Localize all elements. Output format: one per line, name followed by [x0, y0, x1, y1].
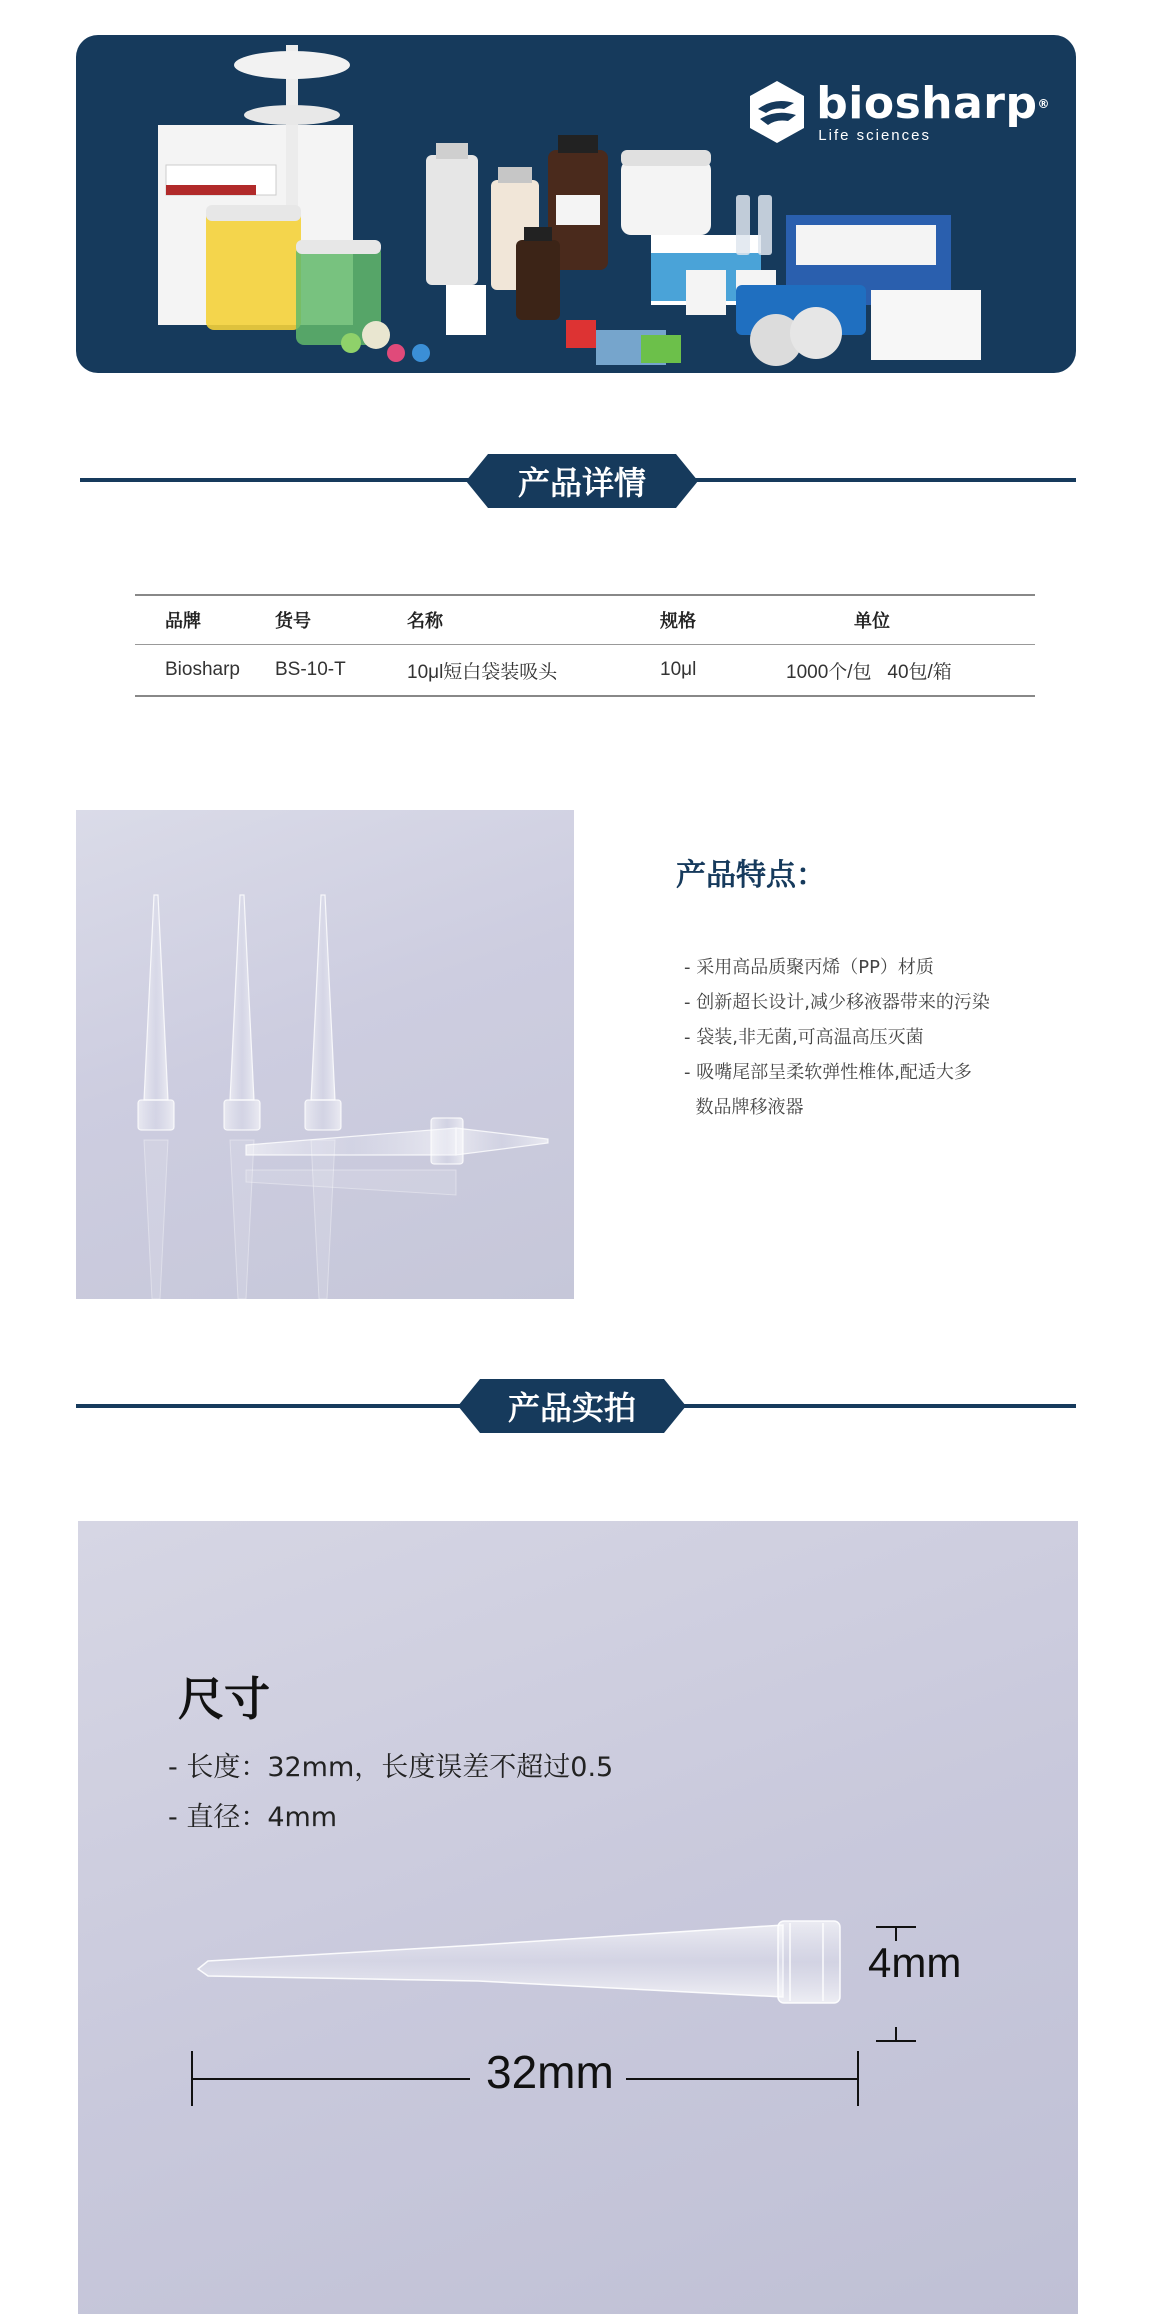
- biosharp-logo: [748, 79, 1050, 145]
- length-label: 32mm: [486, 2046, 614, 2098]
- header-name: 名称: [407, 611, 443, 632]
- pipette-tips-image: [76, 810, 574, 1299]
- diameter-label: 4mm: [868, 1939, 962, 1986]
- section-title-details: [466, 454, 698, 508]
- header-item-no: 货号: [275, 611, 311, 632]
- table-header-row: [135, 596, 1035, 644]
- cell-unit: 1000个/包 40包/箱: [786, 661, 952, 683]
- section-title-text: 产品详情: [517, 464, 646, 502]
- brand-tagline: Life sciences: [818, 126, 931, 144]
- header-unit: 单位: [854, 611, 890, 632]
- cell-spec: 10μl: [660, 659, 697, 680]
- table-bottom-rule: [135, 695, 1035, 697]
- spec-table: [135, 594, 1035, 697]
- dimension-diameter-text: - 直径：4mm: [168, 1802, 338, 1833]
- dimensions-title: 尺寸: [178, 1672, 270, 1726]
- section-divider-left: [80, 478, 472, 482]
- header-brand: 品牌: [165, 611, 201, 632]
- header-spec: 规格: [660, 611, 696, 632]
- dimension-length-text: - 长度：32mm，长度误差不超过0.5: [168, 1752, 614, 1783]
- section-divider-left: [76, 1404, 468, 1408]
- registered-mark: ®: [1037, 96, 1050, 111]
- section-title-photos: [458, 1379, 686, 1433]
- features-list: [684, 950, 990, 1125]
- hero-banner: [76, 35, 1076, 373]
- pipette-tip-diagram: [78, 1521, 1078, 2314]
- feature-item: - 采用高品质聚丙烯（PP）材质: [684, 957, 934, 978]
- feature-item: - 创新超长设计,减少移液器带来的污染: [684, 992, 990, 1013]
- cell-brand: Biosharp: [165, 659, 240, 680]
- feature-item: - 吸嘴尾部呈柔软弹性椎体,配适大多: [684, 1062, 972, 1083]
- section-divider-right: [682, 1404, 1076, 1408]
- brand-name: biosharp: [816, 77, 1038, 129]
- cell-name: 10μl短白袋装吸头: [407, 661, 558, 683]
- biosharp-shield-icon: [748, 79, 806, 145]
- feature-item: - 袋装,非无菌,可高温高压灭菌: [684, 1027, 924, 1048]
- pipette-tips-illustration: [76, 810, 574, 1299]
- features-title: 产品特点：: [676, 858, 826, 893]
- feature-item: 数品牌移液器: [684, 1097, 804, 1118]
- pipette-tip: [198, 1921, 840, 2003]
- section-divider-right: [694, 478, 1076, 482]
- section-title-text: 产品实拍: [507, 1389, 636, 1427]
- product-collage-image: [96, 35, 816, 373]
- table-row: [135, 645, 1035, 695]
- product-photo-dimensions: [78, 1521, 1078, 2314]
- cell-item-no: BS-10-T: [275, 659, 346, 680]
